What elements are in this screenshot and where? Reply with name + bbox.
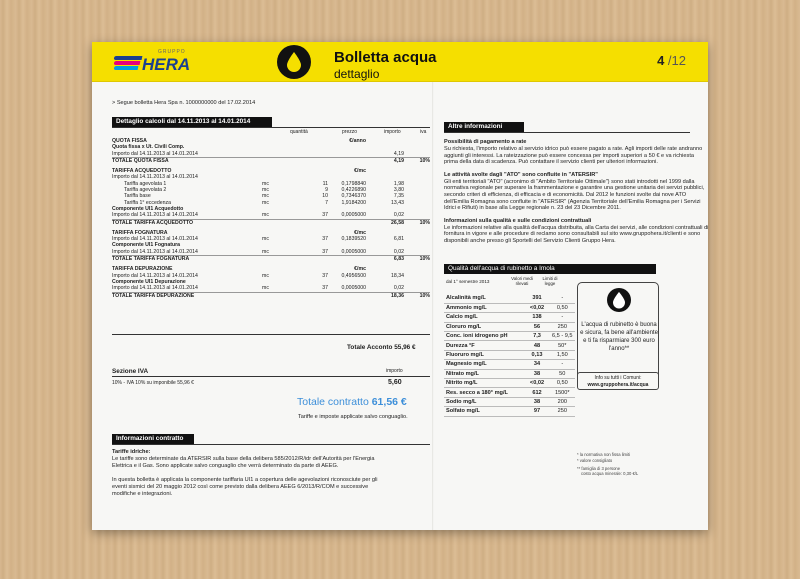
- water-row: [444, 369, 575, 378]
- water-row: [444, 322, 575, 331]
- calc-cell-unit: [262, 219, 298, 226]
- calc-cell-label: Tariffa agevolata 1: [124, 180, 167, 187]
- water-cell-value: 97: [524, 407, 550, 416]
- iva-col: importo: [386, 368, 403, 374]
- altre-info-line: disponibili anche presso gli Sportelli del Servizio Clienti Gruppo Hera.: [444, 238, 616, 244]
- calc-cell-amount: 4,19: [393, 150, 404, 157]
- info-contratto-line: Elettrica e il Gas. Sono applicate salvo conguaglio che verrà determinato da parte di AEEG.: [112, 463, 339, 469]
- water-info-link[interactable]: www.gruppohera.it/acqua: [587, 382, 649, 388]
- calc-cell-label: Tariffa 1° eccedenza: [124, 199, 171, 206]
- water-cell-limit: 50*: [550, 341, 575, 350]
- calc-cell-label: Quota fissa x Ut. Civili Comp.: [112, 144, 185, 151]
- footnote-4: costo acqua minerale: 0,30 €/L: [581, 471, 639, 476]
- water-cell-param: Durezza °F: [444, 341, 524, 350]
- logo-stripes-icon: [114, 56, 144, 74]
- calc-cell-iva: 10%: [404, 292, 430, 299]
- calc-cell-label: TOTALE TARIFFA DEPURAZIONE: [112, 292, 262, 299]
- calc-cell-unit: mc: [262, 236, 269, 243]
- water-cell-limit: 6,5 - 9,5: [552, 333, 573, 340]
- water-cell-limit: 1,50: [550, 350, 575, 359]
- info-contratto-line: Le tariffe sono determinate da ATERSIR sulla base della delibera 585/2012/R/idr dell'Autorità per l'Energia: [112, 456, 375, 462]
- water-cell-value: 0,13: [524, 350, 550, 359]
- calc-cell-qty: [298, 219, 328, 226]
- altre-info-rule: [444, 132, 690, 133]
- calc-cell-label: Importo dal 14.11.2013 al 14.01.2014: [112, 212, 198, 219]
- calc-cell-unit: [262, 292, 298, 299]
- calc-cell-amount: 0,02: [393, 212, 404, 219]
- totale-contratto: [297, 396, 407, 408]
- logo-group-text: GRUPPO: [158, 49, 186, 55]
- water-cell-limit: -: [550, 313, 575, 322]
- water-row: [444, 407, 575, 416]
- calc-cell-price: [328, 219, 366, 226]
- altre-info-line: aggiunti gli interessi. La rateizzazione può essere concessa per importi superiori a 50 € e va richiesta: [444, 152, 694, 159]
- calc-cell-qty: 10: [322, 193, 328, 200]
- water-row: [444, 379, 575, 388]
- calc-cell-label: Componente UI1 Fognatura: [112, 242, 181, 249]
- water-cell-value: 138: [524, 313, 550, 322]
- calc-cell-price: 0,1798840: [341, 180, 366, 187]
- calc-cell-price: €/mc: [354, 229, 366, 236]
- calc-cell-label: Importo dal 14.11.2013 al 14.01.2014: [112, 285, 198, 292]
- water-cell-value: 56: [524, 322, 550, 331]
- water-cell-limit: -: [550, 360, 575, 369]
- calc-cell-amount: 4,19: [366, 157, 404, 164]
- water-cell-param: Fluoruro mg/L: [444, 350, 524, 359]
- footnote-3: ** famiglia di 3 persone: [577, 466, 621, 471]
- water-period: dal 1° semestre 2013: [446, 279, 490, 284]
- calc-cell-label: QUOTA FISSA: [112, 138, 147, 144]
- water-cell-value: 612: [524, 388, 550, 397]
- iva-row-label: 10% - IVA 10% su imponibile 55,96 €: [112, 380, 194, 386]
- info-contratto-rule: [112, 444, 430, 445]
- calc-cell-unit: mc: [262, 272, 269, 279]
- logo-brand-text: HERA: [142, 55, 191, 74]
- water-cell-value: 34: [524, 360, 550, 369]
- water-row: [444, 350, 575, 359]
- altre-info-line: normativa regionale per superare la frammentazione e garantire una gestione unitaria dei servizi pubblici,: [444, 185, 705, 192]
- water-cell-limit: 250: [550, 322, 575, 331]
- calc-cell-qty: [298, 157, 328, 164]
- page-total: /12: [667, 53, 686, 68]
- water-cell-param: Cloruro mg/L: [444, 322, 524, 331]
- water-cell-limit: 250: [550, 407, 575, 416]
- altre-info-line: secondo criteri di efficienza, di efficacia e di economicità. Dal 2012 le funzioni svolte dai nove ATO: [444, 192, 687, 198]
- col-prezzo: prezzo: [342, 129, 358, 135]
- calc-cell-amount: 6,81: [393, 236, 404, 243]
- calc-cell-unit: mc: [262, 285, 269, 292]
- page-number: [657, 53, 686, 68]
- water-cell-param: Nitrito mg/L: [444, 379, 524, 388]
- calc-cell-qty: 11: [322, 180, 328, 187]
- water-cell-value: 38: [524, 369, 550, 378]
- water-cell-param: Res. secco a 180° mg/L: [444, 388, 524, 397]
- water-row: [444, 397, 575, 406]
- calc-cell-price: €/mc: [354, 168, 366, 175]
- calc-cell-price: 0,0005000: [341, 212, 366, 219]
- calc-cell-label: TARIFFA DEPURAZIONE: [112, 266, 173, 273]
- water-row: [444, 388, 575, 397]
- tariffe-note: Tariffe e imposte applicate salvo conguaglio.: [298, 414, 408, 420]
- calc-cell-qty: [298, 256, 328, 263]
- calc-cell-price: 1,9184200: [341, 199, 366, 206]
- altre-info-heading: Le attività svolte dagli "ATO" sono confluite in "ATERSIR": [444, 171, 598, 178]
- calc-cell-unit: mc: [262, 248, 269, 255]
- calc-cell-unit: [262, 151, 298, 158]
- calc-cell-label: TOTALE QUOTA FISSA: [112, 157, 262, 164]
- water-info-message: L'acqua di rubinetto è buona e sicura, fa bene all'ambiente e ti fa risparmiare 300 euro l'anno**: [580, 322, 658, 352]
- water-drop-icon: [277, 45, 311, 79]
- calc-cell-label: Componente UI1 Depurazione: [112, 278, 186, 285]
- calc-cell-iva: 10%: [404, 256, 430, 263]
- info-contratto-line: eventi sismici del 20 maggio 2012 così come previsto dalla delibera AEEG 6/2013/R/COM e successive: [112, 484, 369, 490]
- water-row: [444, 360, 575, 369]
- water-cell-param: Magnesio mg/L: [444, 360, 524, 369]
- iva-title: Sezione IVA: [112, 368, 149, 375]
- altre-info-line: Le informazioni relative alla qualità dell'acqua distribuita, alla Carta dei servizi, alle condizioni contrattuali di: [444, 224, 708, 231]
- calc-cell-label: Importo dal 14.11.2013 al 14.01.2014: [112, 174, 198, 181]
- water-drop-icon: [607, 288, 631, 312]
- calc-cell-label: TARIFFA FOGNATURA: [112, 229, 168, 236]
- paper-fold: [432, 42, 434, 530]
- calc-cell-amount: 13,43: [391, 199, 404, 206]
- calc-cell-iva: 10%: [404, 219, 430, 226]
- altre-info-heading: Possibilità di pagamento a rate: [444, 139, 527, 145]
- calc-cell-price: €/mc: [354, 266, 366, 273]
- altre-info-title: Altre informazioni: [444, 122, 524, 132]
- calc-row: [112, 212, 430, 219]
- calc-cell-amount: 0,02: [393, 248, 404, 255]
- water-cell-param: Calcio mg/L: [444, 313, 524, 322]
- calc-cell-price: [328, 292, 366, 299]
- altre-info-line: Su richiesta, l'importo relativo al servizio idrico può essere pagato a rate. Agli importi delle rate andranno: [444, 146, 703, 152]
- calc-total-row: [112, 157, 430, 164]
- water-cell-param: Solfato mg/L: [444, 407, 524, 416]
- calc-cell-amount: 18,36: [366, 292, 404, 299]
- info-contratto-subtitle: Tariffe idriche:: [112, 449, 151, 455]
- calc-cell-price: 0,0005000: [341, 248, 366, 255]
- calc-cell-label: Componente UI1 Acquedotto: [112, 205, 184, 212]
- hera-logo: [114, 49, 194, 76]
- calc-table: [112, 138, 430, 299]
- water-cell-value: 7,3: [524, 332, 550, 341]
- calc-cell-label: Tariffa agevolata 2: [124, 187, 167, 194]
- iva-rule: [112, 376, 430, 377]
- calc-cell-iva: [404, 249, 430, 256]
- water-cell-limit: 1500*: [550, 388, 575, 397]
- water-cell-param: Conc. ioni idrogeno pH: [444, 332, 524, 341]
- calc-cell-qty: 37: [322, 285, 328, 292]
- col-limiti: Limiti di legge: [542, 276, 558, 286]
- water-row: [444, 341, 575, 350]
- water-row: [444, 303, 575, 312]
- altre-info-line: prima della data di scadenza. Può contattare il servizio clienti per ulteriori informazioni.: [444, 159, 658, 166]
- calc-cell-amount: 18,34: [391, 272, 404, 279]
- water-cell-value: <0,02: [524, 303, 550, 312]
- bill-header: [92, 42, 708, 82]
- calc-cell-label: Importo dal 14.11.2013 al 14.01.2014: [112, 236, 198, 243]
- info-contratto-title: Informazioni contratto: [112, 434, 194, 444]
- acconto-rule: [112, 334, 430, 335]
- calc-cell-price: €/anno: [349, 138, 366, 144]
- calc-cell-amount: 26,58: [366, 219, 404, 226]
- calc-cell-price: 0,0005000: [341, 285, 366, 292]
- water-quality-title: Qualità dell'acqua di rubinetto a Imola: [444, 264, 656, 274]
- footnote-1: * la normativa non fissa limiti: [577, 452, 631, 457]
- water-cell-value: 48: [524, 341, 550, 350]
- altre-info-line: dell'Emilia Romagna sono confluite in "ATERSIR" (Agenzia Territoriale dell'Emilia Romagna per i Servizi: [444, 198, 701, 205]
- water-info-link-label: Info su tutti i Comuni:: [594, 375, 642, 381]
- calc-row: [112, 249, 430, 256]
- calc-cell-amount: 1,98: [393, 180, 404, 187]
- altre-info-heading: Informazioni sulla qualità e sulle condizioni contrattuali: [444, 217, 592, 224]
- bill-sheet: [92, 42, 708, 530]
- calc-cell-label: TOTALE TARIFFA ACQUEDOTTO: [112, 219, 262, 226]
- calc-cell-unit: mc: [262, 193, 269, 200]
- col-valori-medi: Valori medi rilevati: [511, 276, 533, 286]
- totale-contratto-value: 61,56 €: [371, 396, 407, 408]
- calc-cell-qty: 7: [325, 199, 328, 206]
- water-cell-value: 391: [524, 294, 550, 303]
- totale-contratto-label: Totale contratto: [297, 396, 369, 408]
- calc-total-row: [112, 219, 430, 226]
- calc-cell-iva: [404, 285, 430, 292]
- calc-cell-price: [328, 151, 366, 158]
- calc-cell-price: 0,1839520: [341, 236, 366, 243]
- info-contratto-line: modifiche e integrazioni.: [112, 491, 173, 497]
- altre-info-line: Idrici e Rifiuti) in base alla Legge regionale n. 23 del 23 Dicembre 2011.: [444, 205, 621, 212]
- calc-row: [112, 285, 430, 292]
- calc-cell-unit: mc: [262, 212, 269, 219]
- water-cell-value: 38: [524, 397, 550, 406]
- calc-cell-label: Importo dal 14.11.2013 al 14.01.2014: [112, 272, 198, 279]
- water-row: [444, 313, 575, 322]
- calc-cell-iva: [404, 151, 430, 158]
- calc-rule: [112, 127, 430, 128]
- calc-cell-qty: 37: [322, 236, 328, 243]
- water-info-link-box: [577, 372, 659, 390]
- info-contratto-line: In questa bolletta è applicata la componente tariffaria UI1 a copertura delle agevolazioni riconosciute per gli: [112, 477, 378, 483]
- calc-cell-unit: mc: [262, 180, 269, 187]
- water-cell-limit: 0,50: [550, 303, 575, 312]
- calc-cell-price: 0,4956500: [341, 272, 366, 279]
- water-cell-limit: 200: [550, 397, 575, 406]
- water-row: [444, 294, 575, 303]
- calc-cell-amount: 6,83: [366, 256, 404, 263]
- calc-cell-iva: [404, 212, 430, 219]
- water-cell-limit: 50: [550, 369, 575, 378]
- col-iva: iva: [420, 129, 427, 135]
- calc-row: [112, 151, 430, 158]
- page-title: Bolletta acqua: [334, 49, 437, 66]
- totale-acconto: Totale Acconto 55,96 €: [347, 344, 416, 351]
- calc-cell-amount: 0,02: [393, 285, 404, 292]
- calc-cell-amount: 3,80: [393, 187, 404, 194]
- calc-total-row: [112, 292, 430, 299]
- water-quality-table: [444, 294, 575, 417]
- calc-cell-qty: 37: [322, 212, 328, 219]
- altre-info-line: fornitura in vigore e alle procedure di reclamo sono consultabili sul sito www.gruppohera.it/clienti e sono: [444, 231, 701, 238]
- calc-cell-qty: [298, 292, 328, 299]
- calc-cell-amount: 7,35: [393, 193, 404, 200]
- calc-cell-unit: [262, 157, 298, 164]
- footnote-2: * valore consigliato: [577, 458, 613, 463]
- calc-cell-label: TOTALE TARIFFA FOGNATURA: [112, 256, 262, 263]
- calc-cell-price: 0,4226890: [341, 187, 366, 194]
- altre-info-line: Gli enti territoriali "ATO" (acronimo di "Ambito Territoriale Ottimale") sono stati introdotti nel 1999 dalla: [444, 178, 695, 185]
- calc-total-row: [112, 256, 430, 263]
- calc-cell-price: [328, 256, 366, 263]
- calc-cell-iva: 10%: [404, 157, 430, 164]
- calc-title: Dettaglio calcoli dal 14.11.2013 al 14.01.2014: [112, 117, 272, 127]
- calc-cell-unit: [262, 256, 298, 263]
- calc-cell-qty: [298, 151, 328, 158]
- water-cell-limit: -: [550, 294, 575, 303]
- calc-cell-label: Importo dal 14.11.2013 al 14.01.2014: [112, 150, 198, 157]
- calc-cell-price: [328, 157, 366, 164]
- water-cell-value: <0,02: [524, 379, 550, 388]
- calc-cell-qty: 9: [325, 187, 328, 194]
- page-current: 4: [657, 53, 665, 68]
- water-cell-param: Sodio mg/L: [444, 397, 524, 406]
- water-cell-limit: 0,50: [550, 379, 575, 388]
- calc-cell-label: Importo dal 14.11.2013 al 14.01.2014: [112, 248, 198, 255]
- calc-cell-qty: 37: [322, 248, 328, 255]
- water-cell-param: Alcalinità mg/L: [444, 294, 524, 303]
- water-cell-param: Ammonio mg/L: [444, 303, 524, 312]
- calc-cell-unit: mc: [262, 187, 269, 194]
- calc-cell-qty: 37: [322, 272, 328, 279]
- calc-cell-unit: mc: [262, 199, 269, 206]
- water-cell-param: Nitrato mg/L: [444, 369, 524, 378]
- calc-cell-price: 0,7346370: [341, 193, 366, 200]
- col-quantita: quantità: [290, 129, 308, 135]
- intro-text: > Segue bolletta Hera Spa n. 1000000000 del 17.02.2014: [112, 100, 256, 106]
- page-subtitle: dettaglio: [334, 67, 380, 81]
- water-row: [444, 332, 575, 341]
- col-importo: importo: [384, 129, 401, 135]
- calc-cell-label: TARIFFA ACQUEDOTTO: [112, 168, 172, 175]
- water-info-box: [577, 282, 659, 386]
- calc-cell-label: Tariffa base: [124, 193, 151, 200]
- iva-row-value: 5,60: [388, 379, 402, 386]
